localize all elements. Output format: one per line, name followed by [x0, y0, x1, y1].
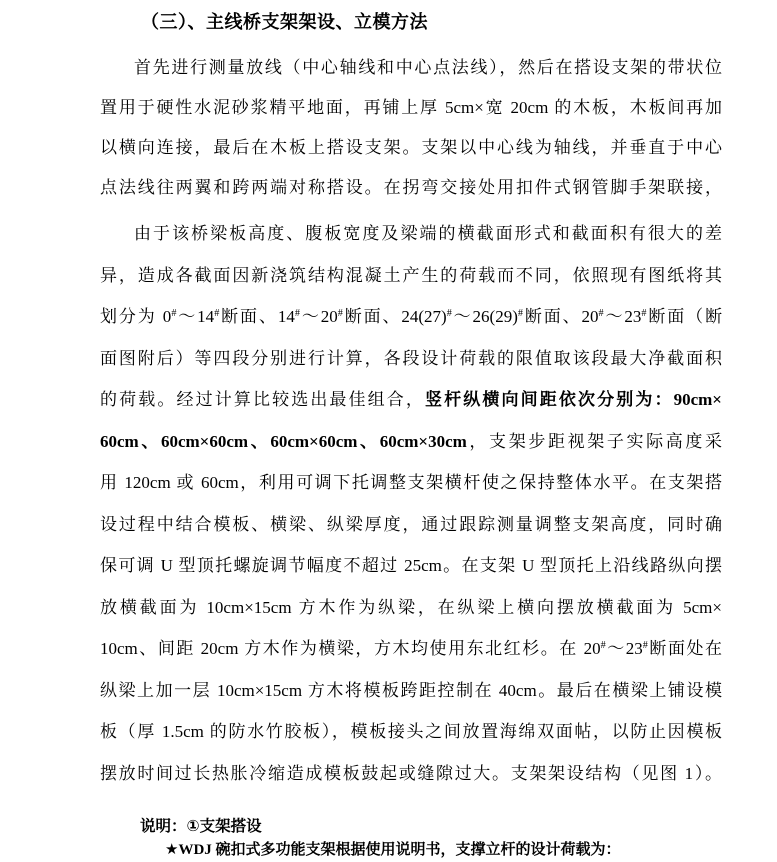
- text-segment: ～23: [605, 639, 643, 658]
- text-line: [100, 296, 722, 338]
- text-segment: 的荷载。经过计算比较选出最佳组合，: [100, 390, 426, 409]
- note-item: ★WDJ 碗扣式多功能支架根据使用说明书，支撑立杆的设计荷载为：: [165, 842, 621, 858]
- text-line: 保可调 U 型顶托螺旋调节幅度不超过 25cm。在支架 U 型顶托上沿线路纵向摆: [100, 556, 722, 575]
- section-number-mark: #: [171, 307, 177, 319]
- text-segment: 断面、24(27): [342, 307, 447, 326]
- text-segment: ～14: [176, 307, 215, 326]
- text-line: 异，造成各截面因新浇筑结构混凝土产生的荷载而不同，依照现有图纸将其: [100, 265, 722, 285]
- paragraph-2: [100, 213, 722, 794]
- text-line: 用 120cm 或 60cm，利用可调下托调整支架横杆使之保持整体水平。在支架搭: [100, 473, 722, 492]
- text-line: 点法线往两翼和跨两端对称搭设。在拐弯交接处用扣件式钢管脚手架联接，: [100, 178, 722, 197]
- section-number-mark: #: [598, 307, 604, 319]
- text-segment: 断面（断: [646, 307, 723, 326]
- text-line: 首先进行测量放线（中心轴线和中心点法线），然后在搭设支架的带状位: [134, 58, 722, 77]
- text-line: 由于该桥梁板高度、腹板宽度及梁端的横截面形式和截面积有很大的差: [134, 224, 722, 243]
- text-line: 摆放时间过长热胀冷缩造成模板鼓起或缝隙过大。支架架设结构（见图 1）。: [100, 763, 722, 783]
- section-number-mark: #: [294, 307, 300, 319]
- text-line: 设过程中结合模板、横梁、纵梁厚度，通过跟踪测量调整支架高度，同时确: [100, 514, 722, 534]
- section-number-mark: #: [446, 307, 452, 319]
- section-heading: （三）、主线桥支架架设、立模方法: [141, 12, 428, 32]
- text-line: 面图附后）等四段分别进行计算，各段设计荷载的限值取该段最大净截面积: [100, 348, 722, 368]
- text-line: 以横向连接，最后在木板上搭设支架。支架以中心线为轴线，并垂直于中心: [100, 138, 722, 157]
- section-number-mark: #: [641, 307, 647, 319]
- bold-spacing-text: 竖杆纵横向间距依次分别为：90cm×: [425, 390, 722, 409]
- text-line: [100, 421, 722, 463]
- note-label: 说明：①支架搭设: [140, 818, 262, 835]
- section-number-mark: #: [214, 307, 220, 319]
- text-line: [100, 379, 722, 421]
- section-number-mark: #: [642, 639, 648, 651]
- text-segment: ～20: [299, 307, 338, 326]
- text-line: 板（厚 1.5cm 的防水竹胶板），模板接头之间放置海绵双面帖，以防止因模板: [100, 722, 722, 741]
- text-segment: 划分为 0: [100, 307, 172, 326]
- section-number-mark: #: [337, 307, 343, 319]
- section-number-mark: #: [517, 307, 523, 319]
- text-segment: ～23: [603, 307, 642, 326]
- text-segment: 断面、14: [219, 307, 295, 326]
- document-body: [100, 48, 722, 794]
- text-segment: 断面处在: [647, 639, 723, 658]
- paragraph-1: [100, 48, 722, 208]
- text-line: 放横截面为 10cm×15cm 方木作为纵梁，在纵梁上横向摆放横截面为 5cm×: [100, 597, 722, 617]
- bold-spacing-text: 60cm、60cm×60cm、60cm×60cm、60cm×30cm: [100, 431, 467, 451]
- text-segment: ，支架步距视架子实际高度采: [466, 431, 722, 451]
- text-segment: 10cm、间距 20cm 方木作为横梁，方木均使用东北红杉。在 20: [100, 639, 601, 658]
- text-line: 置用于硬性水泥砂浆精平地面，再铺上厚 5cm×宽 20cm 的木板，木板间再加: [100, 98, 722, 117]
- text-line: [100, 628, 722, 670]
- text-segment: ～26(29): [451, 307, 518, 326]
- text-segment: 断面、20: [522, 307, 599, 326]
- section-number-mark: #: [600, 639, 606, 651]
- text-line: 纵梁上加一层 10cm×15cm 方木将模板跨距控制在 40cm。最后在横梁上铺设模: [100, 680, 722, 700]
